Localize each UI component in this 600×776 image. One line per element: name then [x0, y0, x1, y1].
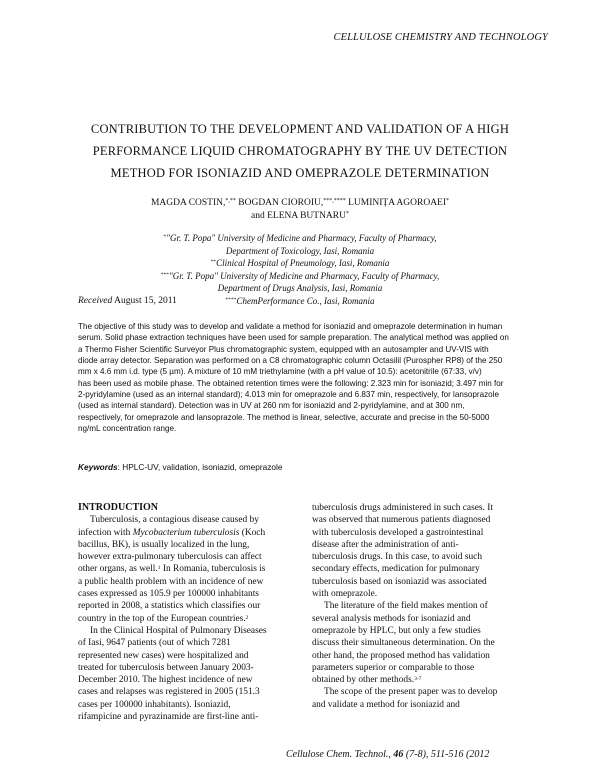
body-text: The literature of the field makes mention of — [324, 601, 488, 612]
body-text: The scope of the present paper was to develop — [324, 687, 498, 698]
body-line — [312, 576, 524, 588]
body-text: infection with Mycobacterium tuberculosis (Koch — [78, 527, 266, 538]
body-text: cases per 100000 inhabitants). Isoniazid, — [78, 699, 231, 710]
body-line — [312, 637, 524, 649]
received-label: Received — [78, 296, 113, 306]
introduction-heading: INTRODUCTION — [78, 502, 159, 513]
body-text: tuberculosis drugs administered in such cases. It — [312, 503, 493, 513]
abstract — [78, 321, 522, 434]
body-text: omeprazole by HPLC, but only a few studies — [312, 625, 481, 636]
abstract-line: (used as internal standard). Detection was in UV at 260 nm for isoniazid and 2-pyridylamine, and at 300 nm, — [78, 401, 465, 411]
affil-mark: * — [163, 234, 167, 240]
body-text: country in the top of the European countries. — [78, 613, 246, 624]
affiliation-line: ChemPerformance Co., Iasi, Romania — [236, 295, 375, 306]
author-name: LUMINIȚA AGOROAEI — [345, 198, 447, 208]
body-text: represented new cases) were hospitalized and — [78, 650, 249, 661]
body-line — [78, 637, 290, 649]
body-text: tuberculosis drugs. In this case, to avoid such — [312, 552, 483, 563]
body-text: cases and relapses was registered in 2005 (151.3 — [78, 687, 260, 698]
article-title — [60, 118, 540, 184]
body-text: discuss their simultaneous determination. On the — [312, 638, 495, 649]
body-line — [312, 686, 524, 698]
body-line — [312, 514, 524, 526]
abstract-line: The objective of this study was to develop and validate a method for isoniazid and omeprazole determination in human — [78, 322, 503, 331]
body-text: several analysis methods for isoniazid and — [312, 613, 471, 624]
body-line — [312, 699, 524, 711]
body-line — [78, 539, 290, 551]
author-list — [100, 197, 500, 223]
received-date — [78, 296, 177, 306]
body-line — [78, 600, 290, 612]
footer-volume: 46 — [393, 749, 404, 760]
citation-ref: 2 — [245, 614, 249, 621]
journal-header: CELLULOSE CHEMISTRY AND TECHNOLOGY — [333, 32, 548, 43]
title-line: METHOD FOR ISONIAZID AND OMEPRAZOLE DETERMINATION — [110, 166, 490, 180]
affiliation-line: "Gr. T. Popa" University of Medicine and Pharmacy, Faculty of Pharmacy, — [166, 233, 437, 243]
body-line — [312, 613, 524, 625]
title-line: CONTRIBUTION TO THE DEVELOPMENT AND VALIDATION OF A HIGH — [90, 122, 510, 136]
body-line — [312, 600, 524, 612]
left-column — [78, 502, 290, 723]
keywords-text: : HPLC-UV, validation, isoniazid, omeprazole — [117, 462, 283, 472]
keywords-label: Keywords — [78, 462, 118, 472]
abstract-line: diode array detector. Separation was performed on a C8 chromatographic column Octasilil (Purospher RP8) of the 250 — [78, 356, 503, 366]
body-line — [78, 613, 290, 625]
footer-journal: Cellulose Chem. Technol., — [286, 749, 391, 760]
body-line — [312, 650, 524, 662]
body-text: cases expressed as 105.9 per 100000 inhabitants — [78, 589, 259, 600]
body-line — [312, 551, 524, 563]
body-text: tuberculosis based on isoniazid was associated — [312, 576, 487, 587]
body-text: disease after the administration of anti- — [312, 539, 459, 550]
affiliation-line: "Gr. T. Popa" University of Medicine and Pharmacy, Faculty of Pharmacy, — [168, 270, 440, 281]
body-text: Tuberculosis, a contagious disease caused by — [90, 515, 259, 526]
author-affil-mark: ***,**** — [323, 198, 346, 204]
body-text: In the Clinical Hospital of Pulmonary Diseases — [90, 625, 267, 636]
body-text: of Iasi, 9647 patients (out of which 7281 — [78, 638, 231, 649]
body-text: and validate a method for isoniazid and — [312, 699, 460, 710]
body-line — [312, 502, 524, 514]
author-name: MAGDA COSTIN, — [150, 198, 226, 208]
author-affil-mark: * — [446, 198, 450, 204]
affil-mark: ** — [210, 259, 217, 266]
body-line — [78, 514, 290, 526]
body-line — [78, 662, 290, 674]
affil-mark: *** — [160, 271, 169, 278]
body-text: parameters superior or comparable to those — [312, 662, 475, 673]
body-line — [312, 625, 524, 637]
author-name: BOGDAN CIOROIU, — [235, 198, 324, 208]
abstract-line: mm x 4.6 mm i.d. type (5 µm). A mixture of 10 mM triethylamine (with a pH value of 10.5): acetonitrile (67:33, v/v) — [78, 367, 482, 377]
body-text: however extra-pulmonary tuberculosis can affect — [78, 552, 262, 563]
title-line: PERFORMANCE LIQUID CHROMATOGRAPHY BY THE UV DETECTION — [92, 144, 508, 158]
journal-footer — [286, 749, 489, 760]
body-line — [312, 662, 524, 674]
author-affil-mark: * — [346, 211, 349, 217]
body-text: other hand, the proposed method has validation — [312, 650, 490, 661]
abstract-line: 2-pyridylamine (used as an internal standard); 4.013 min for omeprazole and 6.837 min, respectively, for lansoprazole — [78, 390, 499, 400]
body-line — [312, 588, 524, 600]
body-text: with omeprazole. — [312, 589, 378, 600]
affiliation-line: Department of Drugs Analysis, Iasi, Romania — [217, 283, 383, 294]
body-line — [312, 539, 524, 551]
body-text: a public health problem with an incidence of new — [78, 576, 264, 587]
body-text: reported in 2008, a statistics which classifies our — [78, 601, 261, 612]
body-line — [78, 588, 290, 600]
body-line — [78, 563, 290, 575]
body-line — [78, 711, 290, 723]
body-line — [312, 674, 524, 686]
body-line — [78, 527, 290, 539]
body-line — [78, 686, 290, 698]
author-name: and ELENA BUTNARU — [251, 211, 346, 221]
affil-mark: **** — [225, 296, 237, 303]
body-text: bacillus, BK), is usually localized in the lung, — [78, 539, 250, 550]
body-line — [78, 650, 290, 662]
body-text: secondary effects, medication for pulmonary — [312, 564, 480, 575]
body-text: treated for tuberculosis between January 2003- — [78, 662, 254, 673]
abstract-line: a Thermo Fisher Scientific Surveyor Plus chromatographic system, equipped with an autosampler and UV-VIS with — [78, 344, 489, 354]
affiliation-line: Clinical Hospital of Pneumology, Iasi, Romania — [216, 258, 390, 269]
body-line — [78, 674, 290, 686]
body-line — [312, 527, 524, 539]
body-text: In Romania, tuberculosis is — [160, 564, 266, 575]
citation-ref: 1 — [157, 565, 161, 572]
body-text: obtained by other methods. — [312, 675, 415, 686]
right-column — [312, 502, 524, 711]
received-value: August 15, 2011 — [114, 296, 177, 306]
body-text: rifampicine and pyrazinamide are first-line anti- — [78, 712, 259, 723]
keywords — [78, 462, 282, 472]
abstract-line: has been used as mobile phase. The obtained retention times were the following: 2.323 min for isoniazid; 3.497 min for — [78, 378, 504, 388]
abstract-line: ng/mL concentration range. — [78, 424, 177, 434]
body-text: December 2010. The highest incidence of new — [78, 675, 253, 686]
body-text: with tuberculosis developed a gastrointestinal — [312, 527, 484, 538]
body-text: other organs, as well. — [78, 564, 158, 575]
affiliation-line: Department of Toxicology, Iasi, Romania — [225, 245, 375, 256]
body-line — [78, 576, 290, 588]
author-affil-mark: *,** — [225, 198, 236, 204]
citation-ref: 3-7 — [414, 676, 422, 683]
body-line — [312, 563, 524, 575]
abstract-line: respectively, for omeprazole and lansoprazole. The method is linear, selective, accurate and precise in the 50-5000 — [78, 412, 490, 422]
body-line — [78, 699, 290, 711]
body-line — [78, 551, 290, 563]
footer-pages: (7-8), 511-516 (2012 — [403, 749, 490, 760]
body-text: was observed that numerous patients diagnosed — [312, 515, 491, 526]
abstract-line: serum. Solid phase extraction techniques have been used for sample preparation. The analytical method was applied on — [78, 333, 509, 343]
body-line — [78, 625, 290, 637]
